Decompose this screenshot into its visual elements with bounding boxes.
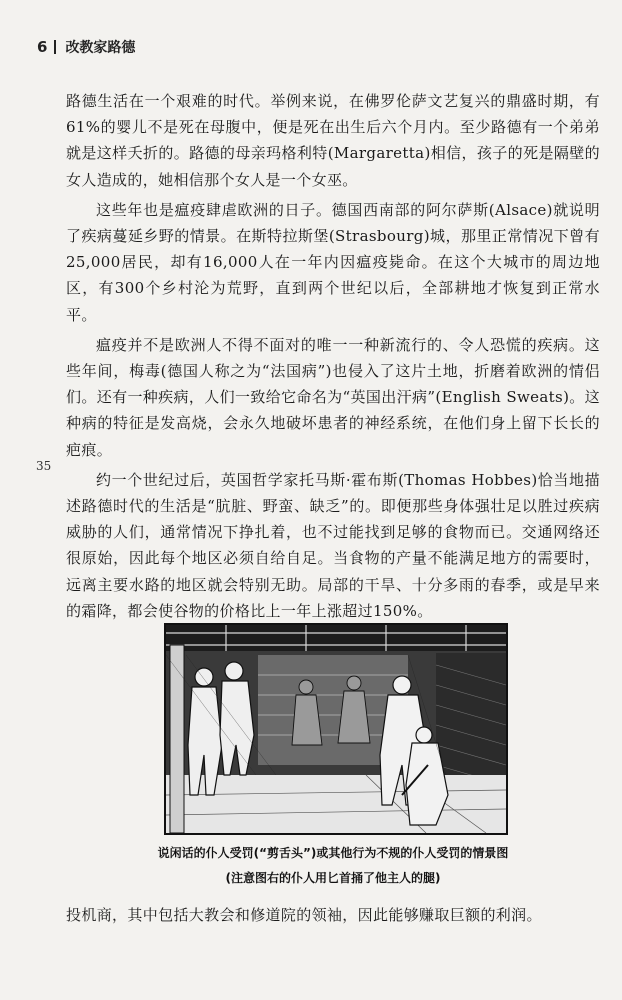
figure-caption-line2: (注意图右的仆人用匕首捅了他主人的腿) xyxy=(225,871,441,885)
body-text xyxy=(66,88,600,624)
continuation-text: 投机商，其中包括大教会和修道院的领袖，因此能够赚取巨额的利润。 xyxy=(66,906,542,924)
paragraph-3: 瘟疫并不是欧洲人不得不面对的唯一一种新流行的、令人恐慌的疾病。这些年间，梅毒(德国人称之为“法国病”)也侵入了这片土地，折磨着欧洲的情侣们。还有一种疾病，人们一致给它命名为“英国出汗病”(English Sweats)。这种病的特征是发高烧，会永久地破坏患者的神经系统，在他们身上留下长长的疤痕。 xyxy=(66,335,600,459)
margin-line-number: 35 xyxy=(36,459,52,473)
woodcut-illustration xyxy=(164,623,508,835)
paragraph-2: 这些年也是瘟疫肆虐欧洲的日子。德国西南部的阿尔萨斯(Alsace)就说明了疾病蔓延乡野的情景。在斯特拉斯堡(Strasbourg)城，那里正常情况下曾有25,000居民，却有16,000人在一年内因瘟疫毙命。在这个大城市的周边地区，有300个乡村沦为荒野，直到两个世纪以后，全部耕地才恢复到正常水平。 xyxy=(66,200,600,324)
woodcut-scene-image xyxy=(166,625,506,833)
paragraph-4: 约一个世纪过后，英国哲学家托马斯·霍布斯(Thomas Hobbes)恰当地描述路德时代的生活是“肮脏、野蛮、缺乏”的。即便那些身体强壮足以胜过疾病威胁的人们，通常情况下挣扎着，也不过能找到足够的食物而已。交通网络还很原始，因此每个地区必须自给自足。当食物的产量不能满足地方的需要时，远离主要水路的地区就会特别无助。局部的干旱、十分多雨的春季，或是早来的霜降，都会使谷物的价格比上一年上涨超过150%。 xyxy=(66,470,600,620)
page-number: 6 xyxy=(37,38,48,56)
running-header xyxy=(37,36,135,58)
header-divider xyxy=(54,40,56,54)
book-title: 改教家路德 xyxy=(65,40,136,56)
paragraph-1: 路德生活在一个艰难的时代。举例来说，在佛罗伦萨文艺复兴的鼎盛时期，有61%的婴儿不是死在母腹中，便是死在出生后六个月内。至少路德有一个弟弟就是这样夭折的。路德的母亲玛格利特(Margaretta)相信，孩子的死是隔壁的女人造成的，她相信那个女人是一个女巫。 xyxy=(66,92,600,189)
figure-caption-line1: 说闲话的仆人受罚(“剪舌头”)或其他行为不规的仆人受罚的情景图 xyxy=(157,846,509,860)
